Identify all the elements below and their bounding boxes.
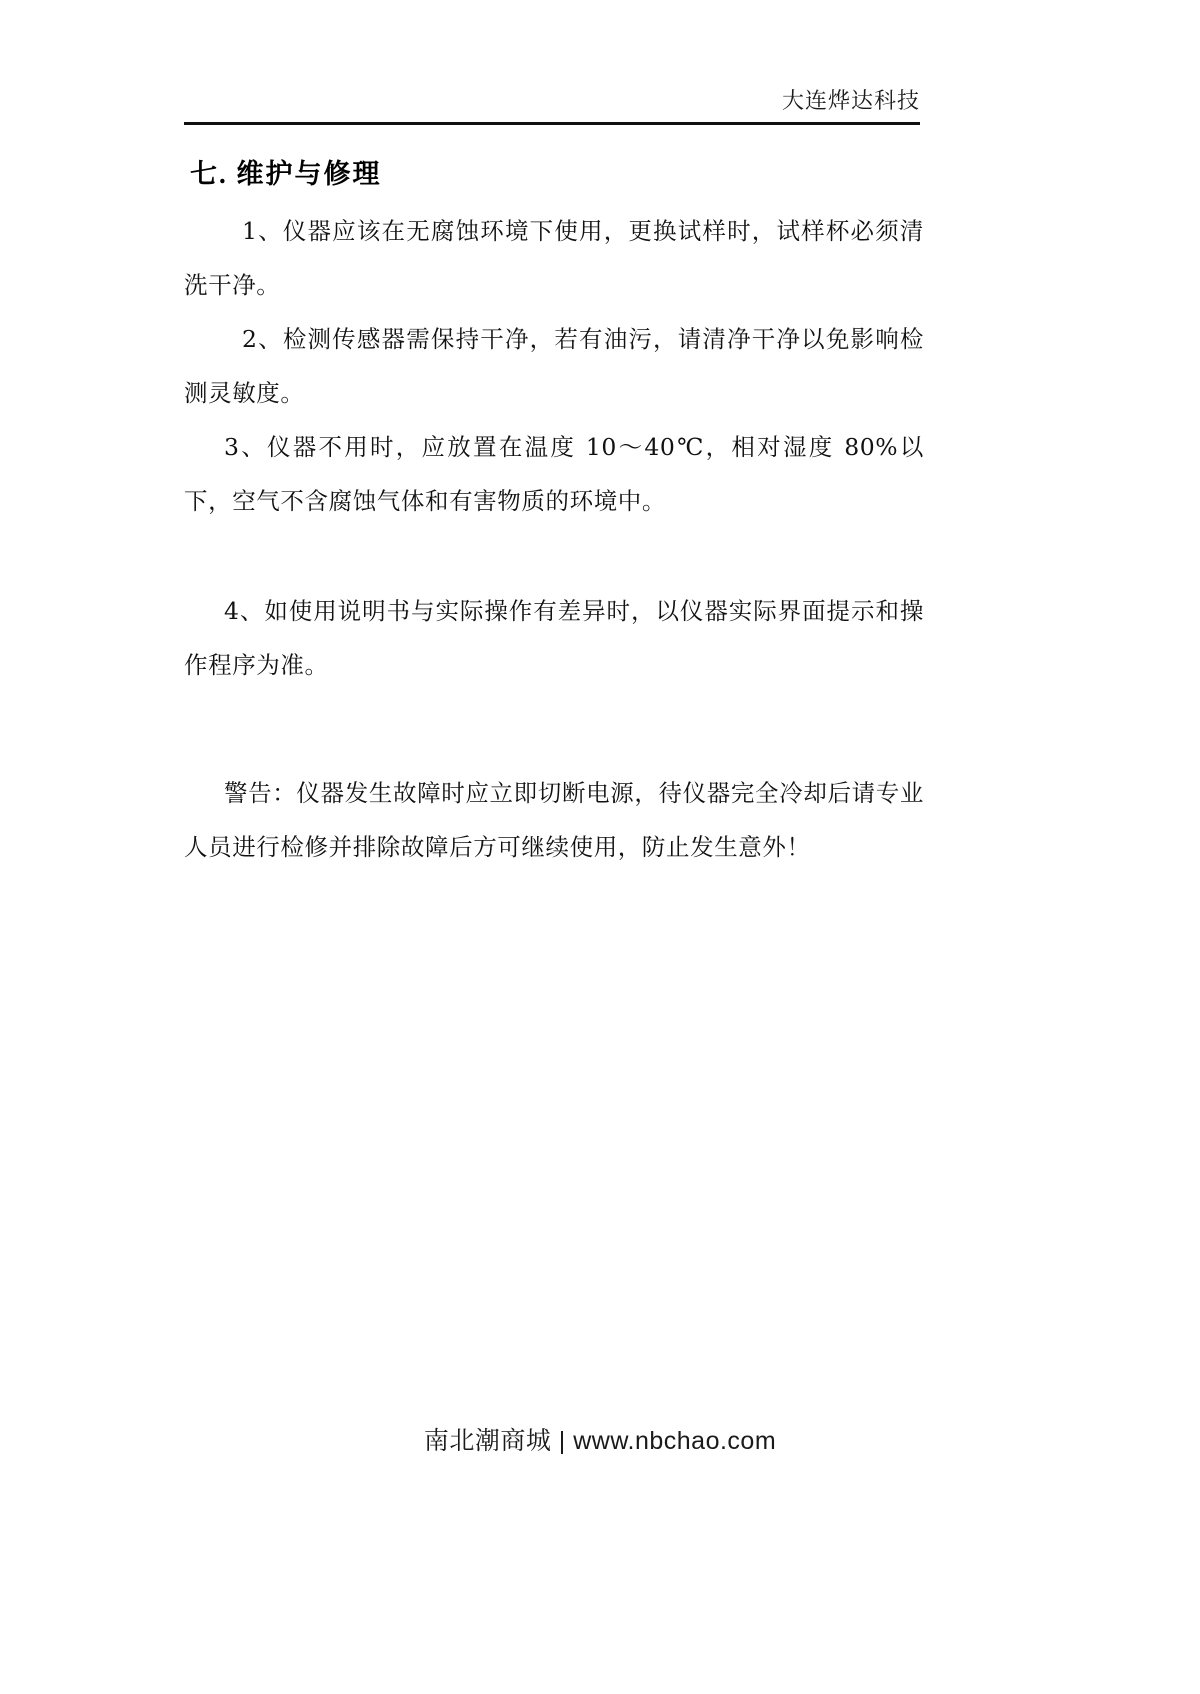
paragraph-item-1: 1、仪器应该在无腐蚀环境下使用，更换试样时，试样杯必须清洗干净。: [184, 217, 924, 299]
section-heading: 七. 维护与修理: [190, 159, 382, 189]
warning-spacer: [184, 692, 924, 766]
paragraph-warning: 警告：仪器发生故障时应立即切断电源，待仪器完全冷却后请专业人员进行检修并排除故障后方可继续使用，防止发生意外！: [184, 779, 924, 861]
paragraph-item-2: 2、检测传感器需保持干净，若有油污，请清净干净以免影响检测灵敏度。: [184, 325, 924, 407]
paragraph-item-3: 3、仪器不用时，应放置在温度 10～40℃，相对湿度 80%以下，空气不含腐蚀气体和有害物质的环境中。: [184, 433, 924, 515]
header-divider: [184, 122, 920, 125]
page-header: [184, 86, 920, 116]
header-company-name: 大连烨达科技: [781, 88, 920, 113]
document-body: [184, 150, 924, 874]
paragraph-spacer: [184, 528, 924, 584]
footer-site-label: 南北潮商城 | www.nbchao.com: [423, 1427, 777, 1455]
paragraph-item-4: 4、如使用说明书与实际操作有差异时，以仪器实际界面提示和操作程序为准。: [184, 597, 924, 679]
page-footer: [0, 1424, 1200, 1458]
